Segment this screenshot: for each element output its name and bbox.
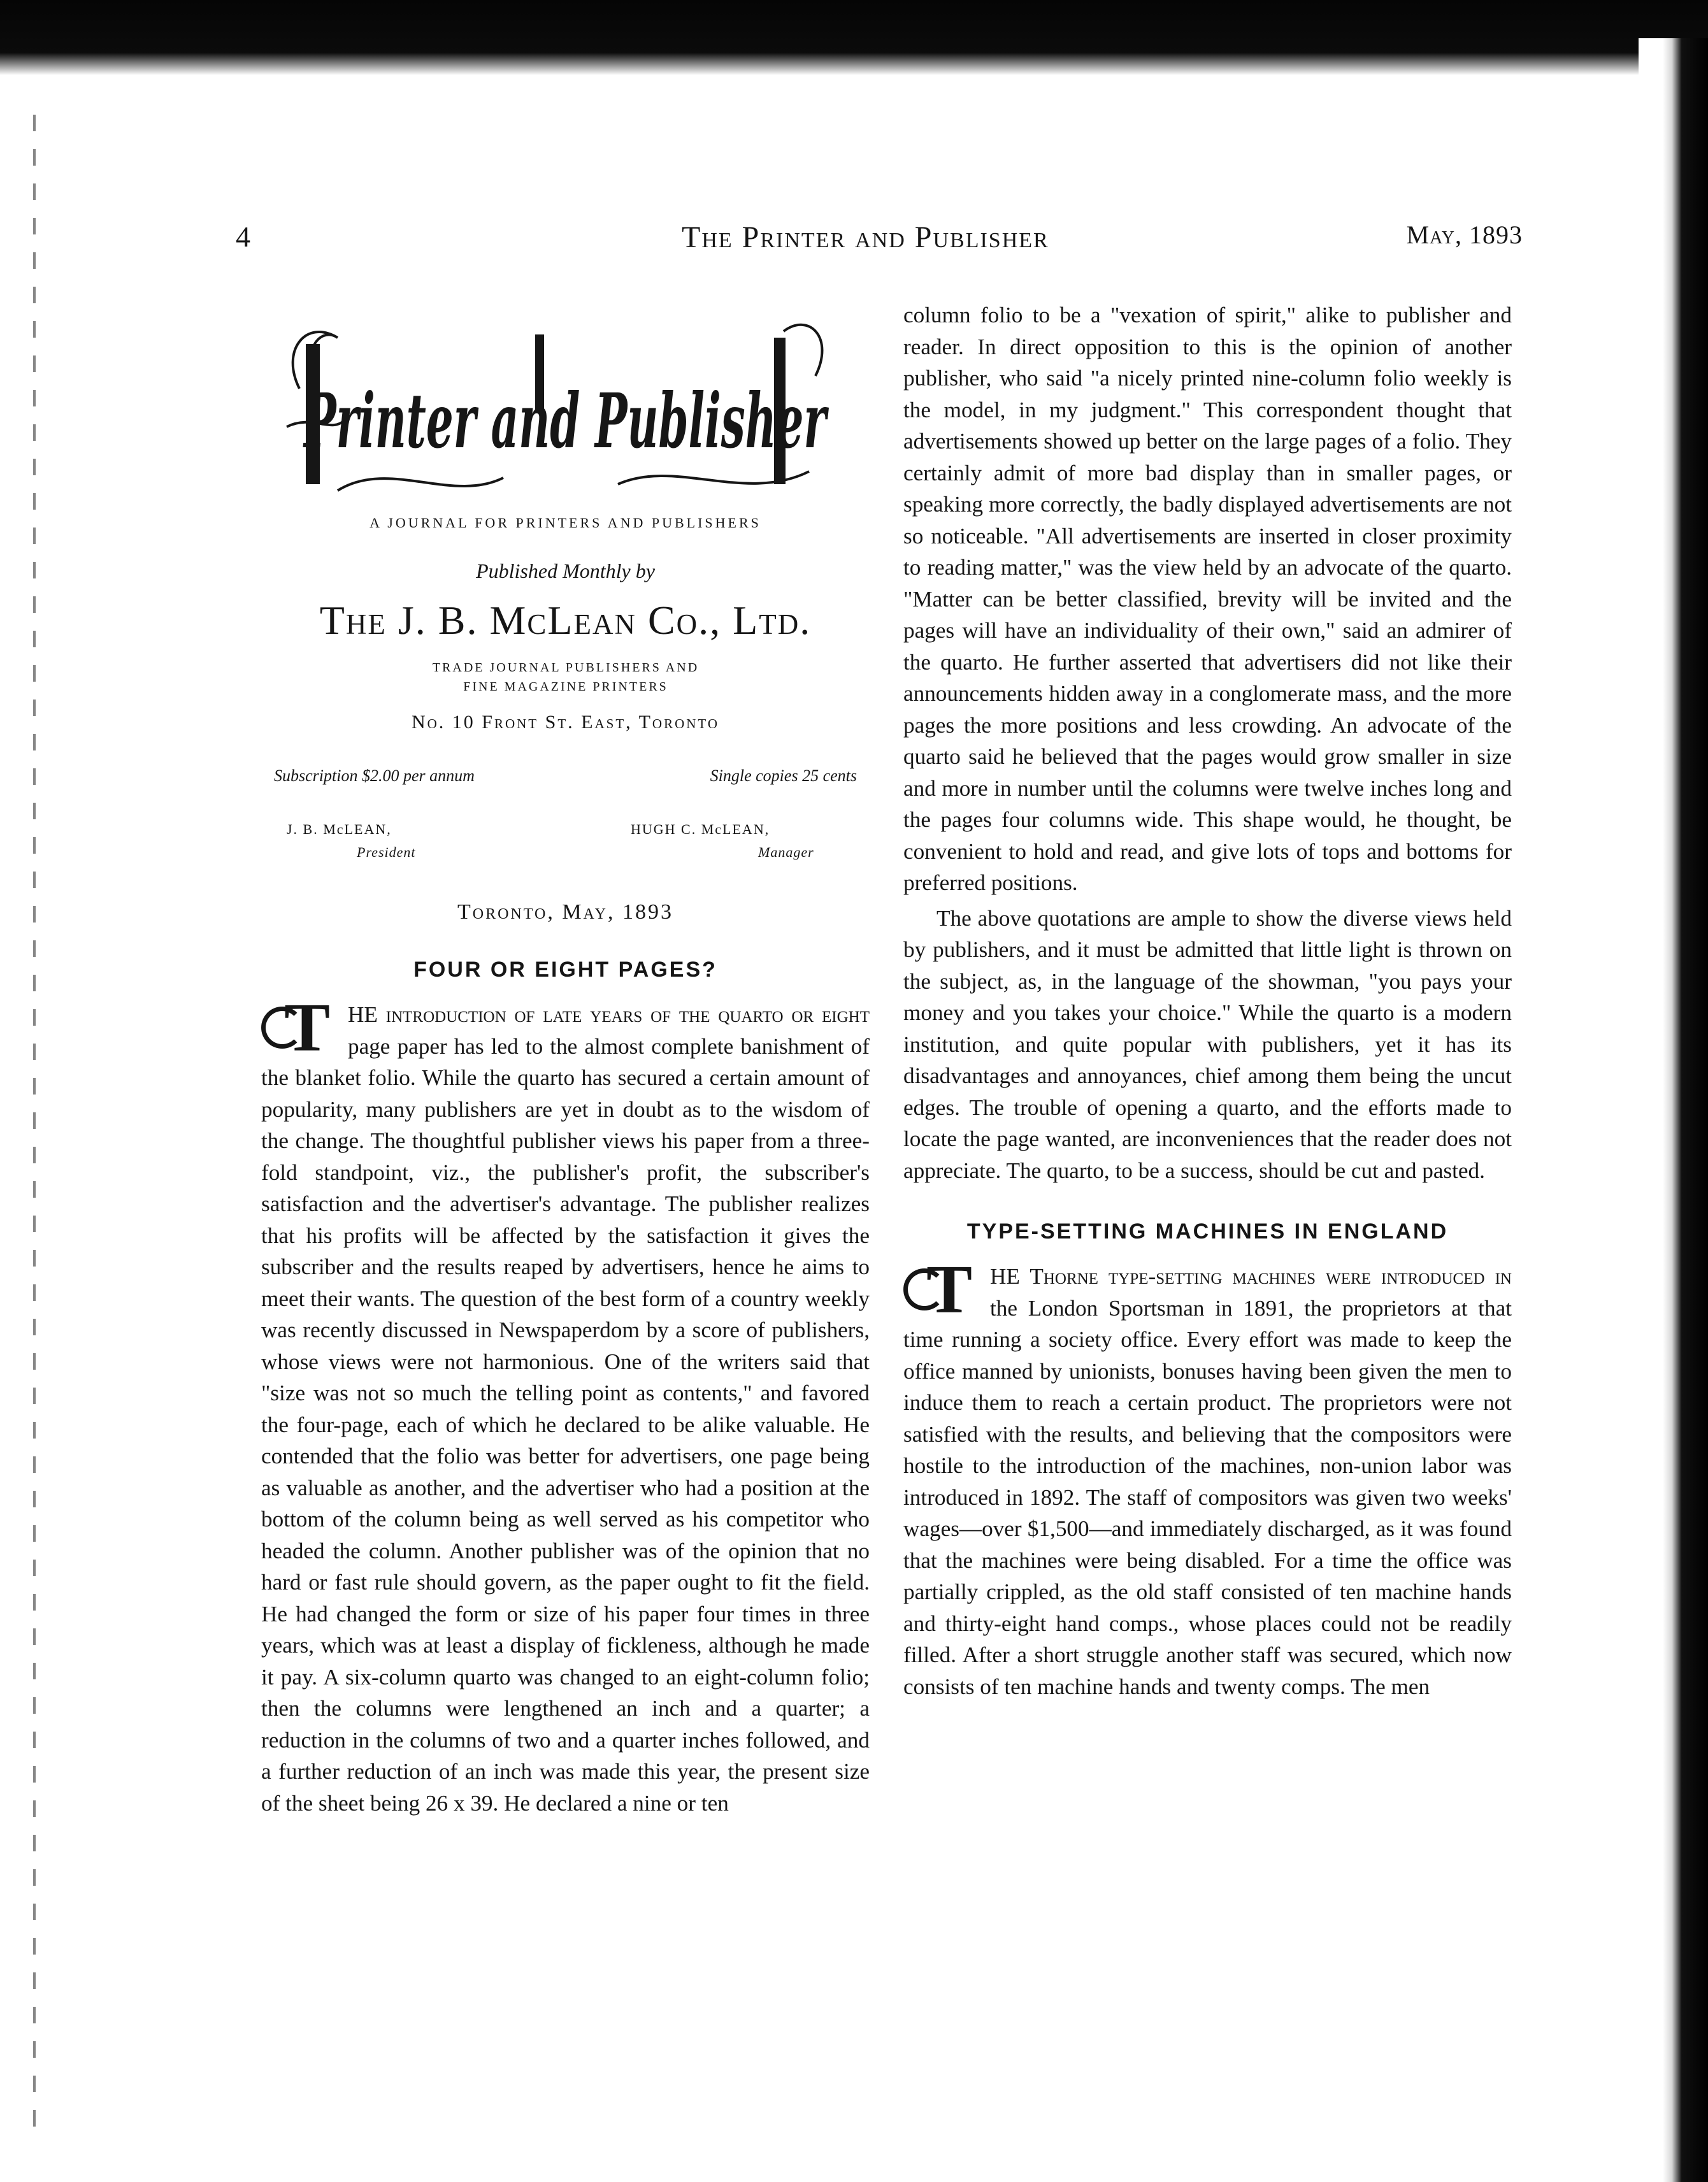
masthead-tagline: A JOURNAL FOR PRINTERS AND PUBLISHERS — [370, 515, 761, 531]
pricing-line — [261, 766, 870, 798]
left-column — [261, 299, 870, 1819]
publisher-company: The J. B. McLean Co., Ltd. — [319, 598, 812, 643]
scan-border-right — [1639, 38, 1708, 2182]
company-description-line-1: TRADE JOURNAL PUBLISHERS AND — [432, 661, 700, 675]
staff-name-president: J. B. McLEAN, — [287, 821, 392, 837]
staff-role-president: President — [357, 844, 416, 860]
masthead-logo — [261, 299, 870, 510]
article-text-segment: HE introduction of late years of the quarto or eight page paper has led to the almost complete banishment of the blanket folio. While the quarto has secured a certain amount of popularity, many publishers are yet in doubt as to the wisdom of the change. The thoughtful publisher views his paper from a three-fold standpoint, viz., the publisher's profit, the subscriber's satisfaction and the advertiser's advantage. The publisher realizes that his profits will be affected by the satisfaction it gives the subscriber and the results reaped by advertisers, hence he aims to meet their wants. The question of the best form of a country weekly was recently discussed in Newspaperdom by a score of publishers, whose views were not harmonious. One of the writers said that "size was not so much the telling point as contents," and favored the four-page, each of which he declared to be alike valuable. He contended that the folio was better for advertisers, one page being as valuable as another, and the advertiser who had a position at the bottom of the column being as well served as his competitor who headed the column. Another publisher was of the opinion that no hard or fast rule should govern, as the paper ought to fit the field. He had changed the form or size of his paper four times in three years, which was at least a display of fickleness, although he made it pay. A six-column quarto was changed to an eight-column folio; then the columns were lengthened an inch and a quarter; a reduction in the columns of two and a quarter inches followed, and a further reduction of an inch was made this year, the present size of the sheet being 26 x 39. He declared a nine or ten — [261, 1002, 870, 1816]
drop-cap-letter: T — [284, 990, 331, 1066]
right-column — [903, 299, 1512, 1702]
article-body-type-setting — [903, 1252, 1512, 1702]
company-description — [406, 658, 725, 696]
page-number: 4 — [236, 220, 250, 253]
company-description-line-2: FINE MAGAZINE PRINTERS — [463, 680, 668, 694]
published-monthly-line: Published Monthly by — [476, 559, 655, 582]
article-body-four-or-eight-part-2: column folio to be a "vexation of spirit," alike to publisher and reader. In direct opposition to this is the opinion of another publisher, who said "a nicely printed nine-column folio weekly is the model, in my judgment." This correspondent thought that advertisements showed up better on the large pages of a folio. They certainly admit of more bad display than in smaller pages, or speaking more correctly, the badly displayed advertisements are not so noticeable. "All advertisements are inserted in closer proximity to reading matter," was the view held by an advocate of the quarto. "Matter can be better classified, brevity will be invited and the pages will have an individuality of their own," said an admirer of the quarto. He further asserted that advertisers did not like their announcements hidden away in a conglomerate mass, and the more pages the more positions and less crowding. An advocate of the quarto said he believed that the pages would grow smaller in size and more in number until the columns were twelve inches long and the pages four columns wide. This shape would, he thought, be convenient to hold and read, and give lots of tops and bottoms for preferred positions. — [903, 303, 1512, 895]
issue-date: May, 1893 — [1406, 220, 1523, 249]
dateline: Toronto, May, 1893 — [457, 900, 674, 924]
article-body-four-or-eight-part-1 — [261, 990, 870, 1819]
article-headline-four-or-eight: FOUR OR EIGHT PAGES? — [413, 958, 717, 982]
running-title: The Printer and Publisher — [682, 220, 1049, 254]
drop-cap-letter-2: T — [926, 1252, 973, 1328]
subscription-price: Subscription $2.00 per annum — [274, 766, 475, 785]
scan-border-top — [0, 0, 1708, 75]
article-headline-type-setting: TYPE-SETTING MACHINES IN ENGLAND — [966, 1219, 1449, 1244]
scan-binding-marks — [33, 115, 36, 2128]
staff-role-manager: Manager — [758, 844, 814, 860]
running-head — [236, 220, 1523, 271]
article-text-segment-2: HE Thorne type-setting machines were introduced in the London Sportsman in 1891, the proprietors at that time running a society office. Every effort was made to keep the office manned by unionists, bonuses having been given the men to induce them to reach a certain product. The proprietors were not satisfied with the results, and believing that the compositors were hostile to the introduction of the machines, non-union labor was introduced in 1892. The staff of compositors was given two weeks' wages—over $1,500—and immediately discharged, as it was found that the machines were being disabled. For a time the office was partially crippled, as the old staff consisted of ten machine hands and thirty-eight hand comps., whose places could not be readily filled. After a short struggle another staff was secured, which now consists of ten machine hands and twenty comps. The men — [903, 1264, 1512, 1699]
publisher-address: No. 10 Front St. East, Toronto — [411, 712, 720, 733]
drop-cap-ornament-2 — [903, 1252, 981, 1328]
single-copy-price: Single copies 25 cents — [710, 766, 857, 785]
drop-cap-ornament — [261, 990, 339, 1066]
staff-name-manager: HUGH C. McLEAN, — [631, 821, 770, 837]
article-body-four-or-eight-part-3: The above quotations are ample to show the diverse views held by publishers, and it must be admitted that little light is thrown on the subject, as, in the language of the showman, "you pays your money and you takes your choice." While the quarto is a modern institution, and quite popular with publishers, yet it has its disadvantages and annoyances, chief among them being the uncut edges. The trouble of opening a quarto, and the efforts made to locate the page wanted, are inconveniences that the reader does not appreciate. The quarto, to be a success, should be cut and pasted. — [903, 905, 1512, 1183]
staff-line — [261, 821, 870, 870]
logo-text: Printer and Publisher — [303, 377, 829, 465]
